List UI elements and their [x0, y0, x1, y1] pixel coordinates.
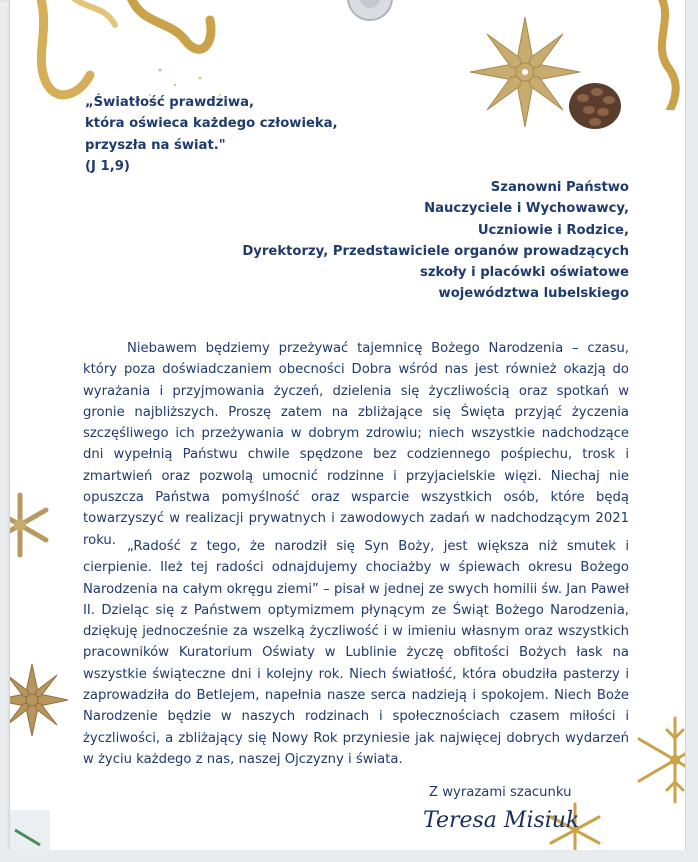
silver-bauble-icon — [340, 0, 400, 30]
wooden-snowflake-left-icon — [10, 490, 50, 560]
closing-text: Z wyrazami szacunku — [429, 785, 572, 800]
gold-ribbon-right-decoration — [640, 0, 685, 110]
quote-reference: (J 1,9) — [85, 158, 130, 174]
window-bottom-bar — [0, 850, 698, 862]
gold-snowflake-right-icon — [630, 710, 685, 810]
bible-quote — [85, 92, 338, 177]
quote-line: która oświeca każdego człowieka, — [85, 116, 338, 132]
recipient-line: województwa lubelskiego — [438, 286, 629, 302]
letter-page — [10, 0, 685, 850]
wooden-star-left-icon — [10, 660, 72, 740]
pinecone-icon — [565, 78, 625, 134]
body-paragraph-2: „Radość z tego, że narodził się Syn Boży, jest większa niż smutek i cierpienie. Ileż tej radości odnajdujemy chociażby w śpiewach okresu Bożego Narodzenia na całym okręgu ziemi” – pisał w jednej ze swych homilii św. Jan Paweł II. Dzieląc się z Państwem optymizmem płynącym ze Świąt Bożego Narodzenia, dziękuję jednocześnie za wszelką życzliwość i w imieniu własnym oraz wszystkich pracowników Kuratorium Oświaty w Lublinie życzę obfitości Bożych łask na wszystkie świąteczne dni i kolejny rok. Niech światłość, która obudziła pasterzy i zaprowadziła do Betlejem, napełnia nasze serca nadzieją i spokojem. Niech Boże Narodzenie będzie w naszych rodzinach i społecznościach czasem miłości i życzliwości, a zbliżający się Nowy Rok przyniesie jak najwięcej dobrych wydarzeń w życiu każdego z nas, naszej Ojczyzny i świata. — [83, 539, 629, 767]
recipient-line: Dyrektorzy, Przedstawiciele organów prowadzących — [242, 243, 629, 259]
bottom-left-decoration — [10, 790, 70, 850]
recipient-line: Nauczyciele i Wychowawcy, — [424, 201, 629, 217]
recipient-block — [242, 177, 629, 305]
handwritten-signature: Teresa Misiuk — [423, 808, 580, 833]
recipient-line: Uczniowie i Rodzice, — [477, 222, 629, 238]
document-scroll-gutter[interactable] — [685, 0, 698, 850]
quote-line: przyszła na świat." — [85, 137, 226, 153]
recipient-line: Szanowni Państwo — [490, 180, 629, 195]
quote-line: „Światłość prawdziwa, — [85, 95, 255, 110]
recipient-line: szkoły i placówki oświatowe — [420, 265, 629, 281]
body-paragraph-1: Niebawem będziemy przeżywać tajemnicę Bożego Narodzenia – czasu, który poza doświadczaniem obecności Dobra wśród nas jest również okazją do wyrażania i przyjmowania życzeń, dzielenia się życzliwością oraz spotkań w gronie najbliższych. Proszę zatem na zbliżające się Święta przyjąć życzenia szczęśliwego ich przeżywania w dobrym zdrowiu; niech wszystkie nadchodzące dni wypełnią Państwu chwile spędzone bez codziennego pośpiechu, trosk i zmartwień oraz pozwolą umocnić rodzinne i przyjacielskie więzi. Niechaj nie opuszcza Państwa pomyślność oraz wsparcie wszystkich osób, które będą towarzyszyć w realizacji prywatnych i zawodowych zadań w nadchodzącym 2021 roku. — [83, 341, 629, 548]
